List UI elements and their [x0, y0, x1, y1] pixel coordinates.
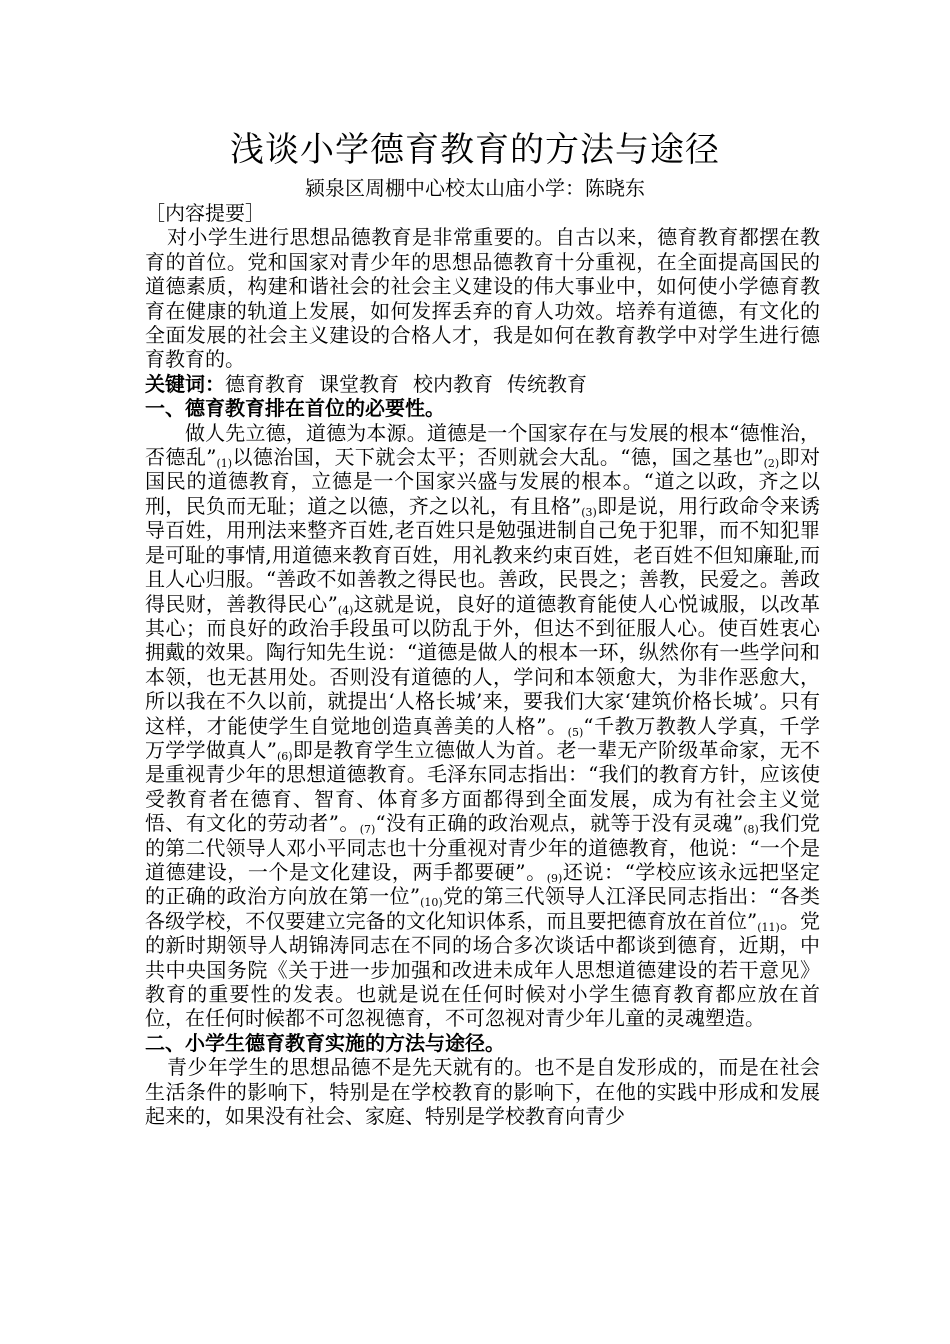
abstract-label: ［内容提要］ [145, 201, 265, 225]
keyword-item: 课堂教育 [319, 371, 399, 396]
note-marker: (5) [567, 725, 584, 739]
text-segment: 。党的新时期领导人胡锦涛同志在不同的场合多次谈话中都谈到德育，近期，中共中央国务院《关于进一步加强和改进未成年人思想道德建设的若干意见》教育的重要性的发表。也就是说在任何时候对小学生德育教育都应放在首位，在任何时候都不可忽视德育，不可忽视对青少年儿童的灵魂塑造。 [145, 908, 820, 1031]
body-paragraph [145, 421, 820, 1031]
text-segment: 以德治国，天下就会太平；否则就会大乱。“德，国之基也” [232, 445, 764, 470]
keyword-item: 传统教育 [507, 371, 587, 396]
note-marker: (3) [581, 505, 597, 519]
section-heading: 二、小学生德育教育实施的方法与途径。 [145, 1030, 505, 1055]
note-marker: (6) [276, 749, 293, 763]
text-segment: 即是教育学生立德做人为首。老一辈无产阶级革命家，无不是重视青少年的思想道德教育。毛泽东同志指出：“我们的教育方针，应该使受教育者在德育、智育、体育多方面都得到全面发展，成为有社会主义觉悟、有文化的劳动者”。 [145, 737, 820, 836]
note-marker: (1) [216, 457, 233, 471]
text-segment: “千教万教教人学真，千学万学学做真人” [145, 713, 820, 762]
section-heading: 一、德育教育排在首位的必要性。 [145, 396, 445, 421]
note-marker: (8) [743, 823, 759, 837]
note-marker: (10) [420, 896, 443, 910]
text-segment: 即是说，用行政命令来诱导百姓，用刑法来整齐百姓,老百姓只是勉强进制自己免于犯罪，而不知犯罪是可耻的事情,用道德来教育百姓，用礼教来约束百姓，老百姓不但知廉耻,而且人心归服。“善政不如善教之得民也。善政，民畏之；善教，民爱之。善政得民财，善教得民心” [145, 493, 820, 616]
text-segment: 即对国民的道德教育，立德是一个国家兴盛与发展的根本。“道之以政，齐之以刑，民负而无耻；道之以德，齐之以礼，有且格” [145, 445, 821, 518]
note-marker: (4) [337, 603, 354, 617]
note-marker: (7) [359, 823, 376, 837]
document-title: 浅谈小学德育教育的方法与途径 [230, 130, 720, 170]
note-marker: (11) [757, 920, 780, 934]
text-segment: 做人先立德，道德为本源。道德是一个国家存在与发展的根本“德惟治，否德乱” [145, 420, 820, 470]
document-body [145, 201, 820, 1128]
body-paragraph: 青少年学生的思想品德不是先天就有的。也不是自发形成的，而是在社会生活条件的影响下，特别是在学校教育的影响下，在他的实践中形成和发展起来的，如果没有社会、家庭、特别是学校教育向青少 [145, 1055, 820, 1129]
text-segment: 我们党的第二代领导人邓小平同志也十分重视对青少年的道德教育，他说：“一个是道德建设，一个是文化建设，两手都要硬”。 [145, 811, 821, 884]
keyword-item: 德育教育 [225, 371, 305, 396]
author-line: 颍泉区周棚中心校太山庙小学：陈晓东 [305, 176, 645, 200]
text-segment: 还说：“学校应该永远把坚定的正确的政治方向放在第一位” [145, 859, 820, 909]
keywords-line [145, 372, 820, 396]
abstract-paragraph: 对小学生进行思想品德教育是非常重要的。自古以来，德育教育都摆在教育的首位。党和国家对青少年的思想品德教育十分重视，在全面提高国民的道德素质，构建和谐社会的社会主义建设的伟大事业中，如何使小学德育教育在健康的轨道上发展，如何发挥丢弃的育人功效。培养有道德，有文化的全面发展的社会主义建设的合格人才，我是如何在教育教学中对学生进行德育教育的。 [145, 225, 820, 372]
text-segment: “没有正确的政治观点，就等于没有灵魂” [375, 811, 744, 836]
note-marker: (2) [763, 457, 780, 471]
note-marker: (9) [546, 871, 563, 885]
text-segment: 党的第三代领导人江泽民同志指出：“各类各级学校，不仅要建立完备的文化知识体系，而且要把德育放在首位” [145, 884, 820, 933]
keywords-label: 关键词： [145, 371, 225, 396]
text-segment: 这就是说，良好的道德教育能使人心悦诚服，以改革其心；而良好的政治手段虽可以防乱于外，但达不到征服人心。使百姓衷心拥戴的效果。陶行知先生说：“道德是做人的根本一环，纵然你有一些学问和本领，也无甚用处。否则没有道德的人，学问和本领愈大，为非作恶愈大，所以我在不久以前，就提出‘人格长城’来，要我们大家‘建筑价格长城’。只有这样，才能使学生自觉地创造真善美的人格”。 [145, 591, 820, 738]
keyword-item: 校内教育 [413, 371, 493, 396]
